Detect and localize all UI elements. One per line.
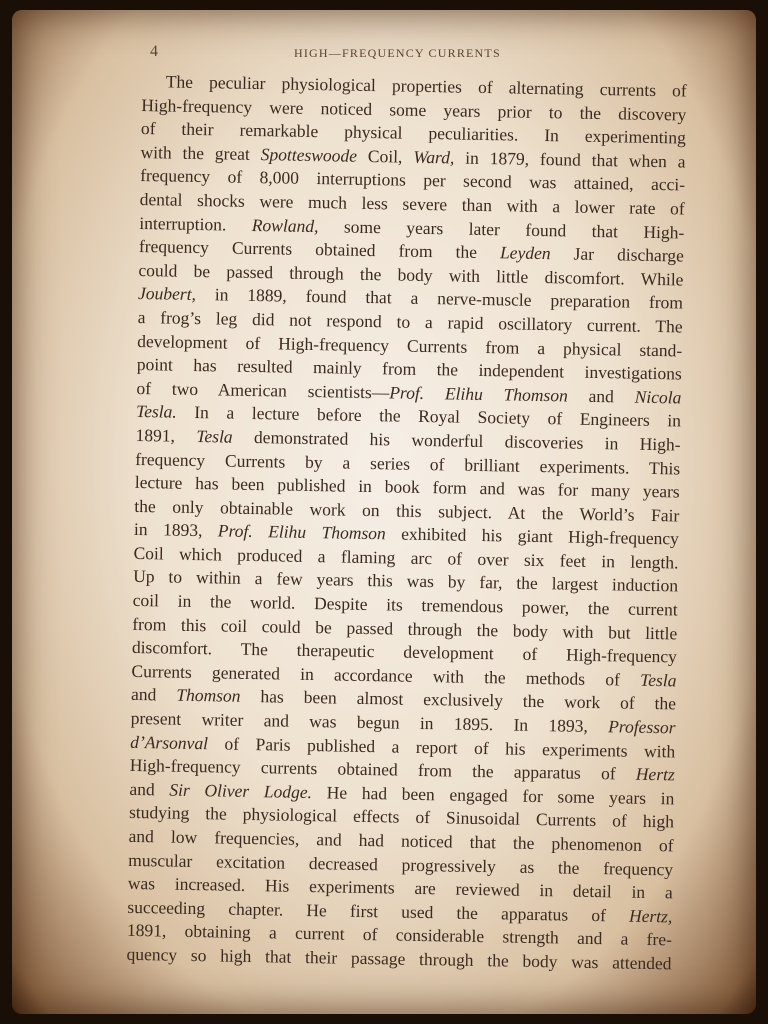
running-head: HIGH—FREQUENCY CURRENTS (294, 46, 501, 60)
text-run: He had been engaged for some years in (311, 781, 675, 809)
text-run: in 1879, found that when a (454, 147, 686, 172)
text-run: succeeding chapter. He first used the apparatus of (127, 896, 630, 926)
italic-text: Tesla (639, 669, 677, 691)
italic-text: Nicola (634, 386, 682, 408)
text-run: demonstrated his wonderful discoveries in High- (232, 426, 681, 455)
text-run: has been almost exclusively the work of the (240, 686, 677, 714)
text-run: 1891, (135, 424, 197, 446)
text-run: studying the physiological effects of Sinusoidal Currents of high (128, 802, 675, 832)
italic-text: Sir Oliver Lodge. (169, 779, 313, 802)
text-run: Currents generated in accordance with the methods of (131, 660, 641, 690)
italic-text: Prof. Elihu Thomson (217, 520, 386, 544)
italic-text: Tesla (196, 425, 233, 447)
italic-text: Professor (608, 716, 676, 738)
text-run: Coil, (356, 145, 414, 167)
text-run: present writer and was begun in 1895. In 1893, (130, 707, 609, 737)
text-run: the only obtainable work on this subject. At the World’s Fair (134, 495, 680, 526)
text-run: The peculiar physiological properties of alternating currents of (165, 71, 687, 101)
text-run: High-frequency currents obtained from the apparatus of (129, 755, 637, 784)
text-run: Jar discharge (550, 243, 685, 266)
text-run: High-frequency were noticed some years prior to the discovery (141, 94, 687, 125)
italic-text: Spotteswoode (260, 143, 358, 166)
text-run: and (567, 385, 635, 407)
text-run: Up to within a few years this was by far, the largest induction (132, 566, 679, 596)
text-run: coil in the world. Despite its tremendous power, the current (132, 589, 678, 620)
text-run: In a lecture before the Royal Society of Engineers in (176, 401, 682, 431)
body-text (126, 70, 687, 976)
text-run: interruption. (139, 212, 253, 235)
text-run: dental shocks were much less severe than with a lower rate of (139, 188, 685, 219)
italic-text: Ward, (413, 146, 455, 168)
text-run: from this coil could be passed through the body with but little (132, 613, 678, 644)
text-run: and (129, 778, 170, 800)
text-run: of two American scientists— (136, 377, 390, 403)
text-run: exhibited his giant High-frequency (385, 523, 680, 549)
italic-text: Prof. Elihu Thomson (389, 382, 569, 406)
text-run: could be passed through the body with little discomfort. While (138, 259, 684, 290)
text-run: discomfort. The therapeutic development of High-frequency (131, 637, 678, 667)
text-run: point has resulted mainly from the independent investigations (136, 354, 682, 384)
page-header (12, 43, 756, 63)
italic-text: Rowland, (251, 214, 319, 236)
text-run: frequency Currents obtained from the (138, 236, 501, 263)
text-run: was increased. His experiments are reviewed in detail in a (127, 873, 673, 903)
text-run: muscular excitation decreased progressively as the frequency (128, 849, 674, 879)
italic-text: Hertz (635, 763, 675, 785)
text-run: some years later found that High- (318, 215, 685, 243)
text-run: and (130, 684, 177, 706)
italic-text: Tesla. (135, 401, 177, 422)
text-run: development of High-frequency Currents from a physical stand- (137, 330, 683, 361)
text-run: lecture has been published in book form and was for many years (134, 472, 680, 502)
text-run: in 1889, found that a nerve-muscle preparation from (195, 284, 684, 313)
page-number: 4 (150, 43, 158, 60)
text-run: in 1893, (133, 519, 219, 541)
italic-text: Leyden (499, 242, 551, 264)
text-run: 1891, obtaining a current of considerable strength and a fre- (126, 920, 673, 950)
text-run: Coil which produced a flaming arc of over six feet in length. (133, 542, 679, 573)
italic-text: d’Arsonval (130, 731, 209, 753)
text-run: frequency Currents by a series of brilliant experiments. This (135, 448, 681, 478)
italic-text: Joubert, (137, 283, 197, 305)
text-run: quency so high that their passage through the body was attended (126, 943, 672, 974)
text-run: a frog’s leg did not respond to a rapid oscillatory current. The (137, 306, 683, 337)
text-run: of Paris published a report of his experiments with (207, 732, 676, 762)
text-run: with the great (140, 141, 261, 164)
text-run: frequency of 8,000 interruptions per second was attained, acci- (139, 165, 686, 195)
italic-text: Thomson (176, 685, 241, 707)
book-page (12, 10, 756, 1014)
italic-text: Hertz, (628, 905, 673, 927)
text-run: of their remarkable physical peculiarities. In experimenting (140, 118, 687, 148)
text-run: and low frequencies, and had noticed that the phenomenon of (128, 825, 674, 856)
